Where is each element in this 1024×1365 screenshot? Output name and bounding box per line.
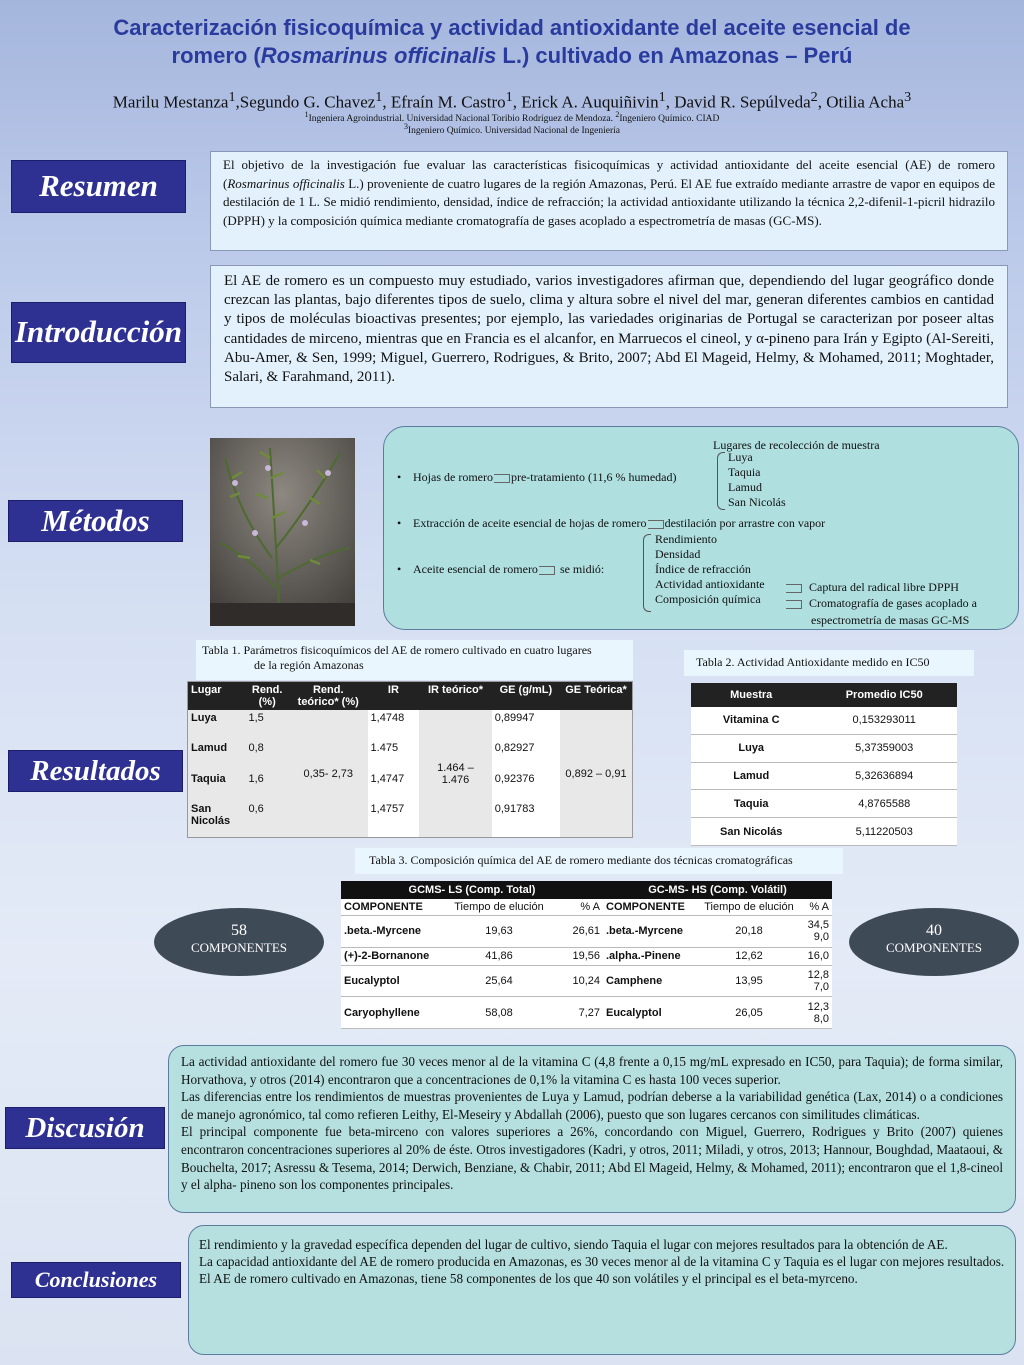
author-sup: 1 <box>228 89 236 105</box>
author-name: , Otilia Acha <box>817 92 905 112</box>
table-row <box>691 707 957 734</box>
author-sup: 1 <box>505 89 513 105</box>
aff-text: Ingeniera Agroindustrial. Universidad Nacional Toribio Rodríguez de Mendoza. <box>308 114 616 125</box>
cell-tiempo: 58,08 <box>451 997 547 1029</box>
conclusiones-p2: La capacidad antioxidante del AE de romero producida en Amazonas, es 30 veces menor al de la vitamina C y Taquia es el lugar con mejores resultados. <box>199 1254 1005 1270</box>
tabla3 <box>341 881 832 1029</box>
rosemary-photo <box>210 438 355 626</box>
cell-lugar: Luya <box>188 710 246 740</box>
poster-title <box>40 14 984 70</box>
cromato-text: Cromatografía de gases acoplado a <box>809 596 977 610</box>
cell-muestra: Luya <box>691 734 811 762</box>
oval-40-componentes <box>849 908 1019 976</box>
cell-componente: .alpha.-Pinene <box>603 947 695 965</box>
bullet-extraccion <box>413 516 825 531</box>
section-metodos: Métodos <box>8 500 183 542</box>
caption-line: Tabla 1. Parámetros fisicoquímicos del AE de romero cultivado en cuatro lugares <box>202 643 592 657</box>
cell-componente: Camphene <box>603 965 695 997</box>
tabla2 <box>691 683 957 846</box>
cell-ge: 0,89947 <box>492 710 560 740</box>
medida-item: Composición química <box>655 592 761 606</box>
cell-pct: 10,24 <box>547 965 603 997</box>
pct-value: 16,0 <box>807 950 829 963</box>
oval-number: 40 <box>926 922 942 939</box>
cell-tiempo: 12,62 <box>695 947 803 965</box>
table-row <box>691 790 957 818</box>
tabla2-caption: Tabla 2. Actividad Antioxidante medido en IC50 <box>684 650 974 676</box>
aff-sup: 3 <box>403 122 408 131</box>
aff-sup: 1 <box>304 110 309 119</box>
pct-value: 12,3 <box>807 1000 829 1013</box>
oval-label: COMPONENTES <box>885 940 983 955</box>
table-row <box>188 710 633 740</box>
lugar-item: Lamud <box>728 480 762 494</box>
arrow-icon <box>494 474 510 483</box>
oval-number: 58 <box>231 922 247 939</box>
pct-value: 7,0 <box>813 981 829 994</box>
cell-pct: 26,61 <box>547 916 603 948</box>
cell-lugar: Taquia <box>188 771 246 801</box>
discusion-p1: La actividad antioxidante del romero fue 30 veces menor al de la vitamina C (4,8 frente a 0,15 mg/mL expresado en IC50, para Taquia); de forma similar, Horvathova, y otros (2014) encontraron que a concentraciones de 0,1% la vitamina C es hasta 100 veces superior. <box>181 1054 1003 1087</box>
medida-item: Rendimiento <box>655 532 717 546</box>
cell-muestra: Lamud <box>691 762 811 790</box>
th-group: GCMS- LS (Comp. Total) <box>341 881 603 899</box>
cell-rend: 1,6 <box>245 771 288 801</box>
discusion-p3: El principal componente fue beta-mirceno con valores superiores a 26%, concordando con Miguel, Guerrero, Rodrigues y Brito (2007) quienes encontraron concentraciones superiores al 20% de éste. Otros investigadores (Kadri, y otros, 2011; Miladi, y otros, 2013; Hannour, Boughdad, Maataoui, & Bouchelta, 2017; Asressu & Tesema, 2014; Derwich, Benziane, & Chabir, 2011; Abd El Mageid, Helmy, & Mohamed, 2011); encontraron que el 1,8-cineol y el alpha- pineno son los componentes principales. <box>181 1124 1003 1193</box>
cell-tiempo: 41,86 <box>451 947 547 965</box>
cell-ir-teorico: 1.464 – 1.476 <box>419 710 491 838</box>
author-name: , Efraín M. Castro <box>382 92 506 112</box>
author-name: ,Segundo G. Chavez <box>235 92 376 112</box>
pct-value: 12,8 <box>807 969 829 982</box>
th: % A <box>803 899 832 916</box>
cell-componente: Eucalyptol <box>341 965 451 997</box>
cell-lugar: Lamud <box>188 740 246 770</box>
cell-ir: 1.475 <box>368 740 420 770</box>
pct-value: 9,0 <box>813 931 829 944</box>
table-row <box>341 916 832 948</box>
bullet-text: Hojas de romero <box>413 470 493 484</box>
cell-pct <box>803 965 832 997</box>
cromato-text-2: espectrometría de masas GC-MS <box>811 613 970 627</box>
title-line-2 <box>40 42 984 70</box>
discusion-p2: Las diferencias entre los rendimientos de muestras provenientes de Luya y Lamud, podrían deberse a la variabilidad genética (Lax, 2014) o a condiciones de manejo agronómico, tal como refieren Leithy, El-Meseiry y Abdallah (2006), puesto que son lugares cercanos con similitudes climáticas. <box>181 1089 1003 1122</box>
pct-value: 8,0 <box>813 1012 829 1025</box>
cell-rend: 0,6 <box>245 801 288 837</box>
cell-componente: (+)-2-Bornanone <box>341 947 451 965</box>
brace <box>717 452 725 510</box>
section-discusion: Discusión <box>5 1107 165 1149</box>
bullet-text: Extracción de aceite esencial de hojas de romero <box>413 516 647 530</box>
title-line-1: Caracterización fisicoquímica y actividad antioxidante del aceite esencial de <box>113 15 911 40</box>
cell-pct: 19,56 <box>547 947 603 965</box>
th: Muestra <box>691 683 811 707</box>
th: Promedio IC50 <box>811 683 957 707</box>
cell-lugar: San Nicolás <box>188 801 246 837</box>
cell-pct <box>803 916 832 948</box>
cell-ge-teorica: 0,892 – 0,91 <box>560 710 632 838</box>
conclusiones-p3: El AE de romero cultivado en Amazonas, tiene 58 componentes de los que 40 son volátiles y el principal es el beta-myrceno. <box>199 1271 858 1287</box>
cell-tiempo: 13,95 <box>695 965 803 997</box>
lugar-item: San Nicolás <box>728 495 786 509</box>
cell-ic50: 5,11220503 <box>811 818 957 846</box>
cromato-row <box>785 596 977 611</box>
arrow-icon <box>648 520 664 529</box>
cell-tiempo: 19,63 <box>451 916 547 948</box>
cell-rend: 1,5 <box>245 710 288 740</box>
aff-sup: 2 <box>615 110 620 119</box>
cell-tiempo: 25,64 <box>451 965 547 997</box>
affiliation-2 <box>0 121 1024 137</box>
medida-item: Índice de refracción <box>655 562 751 576</box>
title-text: L.) cultivado en Amazonas – Perú <box>496 43 853 68</box>
tabla3-caption: Tabla 3. Composición química del AE de romero mediante dos técnicas cromatográficas <box>355 848 843 874</box>
cell-pct <box>803 947 832 965</box>
resumen-p2: L.) proveniente de cuatro lugares de la región Amazonas, Perú. El AE fue extraído mediante arrastre de vapor en equipos de destilación de 1 L. Se midió rendimiento, densidad, índice de refracción; la actividad antioxidante utilizando la técnica 2,2-difenil-1-picril hidrazilo (DPPH) y la composición química mediante cromatografía de gases acoplado a espectrometría de masas (GC-MS). <box>223 175 995 228</box>
cell-ge: 0,82927 <box>492 740 560 770</box>
conclusiones-panel <box>188 1225 1016 1355</box>
cell-tiempo: 26,05 <box>695 997 803 1029</box>
th: Lugar <box>188 682 246 711</box>
th-group: GC-MS- HS (Comp. Volátil) <box>603 881 832 899</box>
medida-item: Actividad antioxidante <box>655 577 765 591</box>
cell-ic50: 4,8765588 <box>811 790 957 818</box>
brace <box>643 534 651 612</box>
bullet-aceite <box>413 562 604 577</box>
th: GE (g/mL) <box>492 682 560 711</box>
medidas-list <box>655 532 765 607</box>
table-row <box>691 762 957 790</box>
author-sup: 2 <box>810 89 818 105</box>
table-row <box>341 947 832 965</box>
cell-muestra: Vitamina C <box>691 707 811 734</box>
species-name: Rosmarinus officinalis <box>227 175 345 191</box>
cell-ic50: 0,153293011 <box>811 707 957 734</box>
discusion-panel <box>168 1045 1016 1213</box>
bullet-hojas <box>413 470 676 485</box>
bullet-text: Aceite esencial de romero <box>413 562 538 576</box>
cell-ir: 1,4748 <box>368 710 420 740</box>
resumen-text <box>210 151 1008 251</box>
lugar-item: Taquia <box>728 465 761 479</box>
author-sup: 1 <box>658 89 666 105</box>
tabla1-caption <box>196 640 633 680</box>
cell-ge: 0,91783 <box>492 801 560 837</box>
cell-pct <box>803 997 832 1029</box>
arrow-icon <box>786 600 802 609</box>
tabla1 <box>187 681 633 838</box>
caption-line: de la región Amazonas <box>254 658 364 672</box>
cell-rend-teorico: 0,35- 2,73 <box>289 710 368 838</box>
th: IR <box>368 682 420 711</box>
author-name: , David R. Sepúlveda <box>665 92 811 112</box>
table-row <box>691 818 957 846</box>
table-row <box>691 734 957 762</box>
conclusiones-p1: El rendimiento y la gravedad específica dependen del lugar de cultivo, siendo Taquia el lugar con mejores resultados para la obtención de AE. <box>199 1237 948 1252</box>
cell-ir: 1,4757 <box>368 801 420 837</box>
th: COMPONENTE <box>603 899 695 916</box>
cell-tiempo: 20,18 <box>695 916 803 948</box>
bullet-text: destilación por arrastre con vapor <box>664 516 826 530</box>
resumen-p1: El objetivo de la investigación fue evaluar las características fisicoquímicas y actividad antioxidante del aceite esencial (AE) de romero ( <box>223 157 995 191</box>
arrow-icon <box>786 584 802 593</box>
section-resumen: Resumen <box>11 160 186 213</box>
bullet-text: pre-tratamiento (11,6 % humedad) <box>510 470 677 484</box>
th: GE Teórica* <box>560 682 632 711</box>
th: IR teórico* <box>419 682 491 711</box>
cell-rend: 0,8 <box>245 740 288 770</box>
oval-label: COMPONENTES <box>190 940 288 955</box>
oval-58-componentes <box>154 908 324 976</box>
section-introduccion: Introducción <box>11 302 186 363</box>
th: Tiempo de elución <box>695 899 803 916</box>
medida-item: Densidad <box>655 547 701 561</box>
cell-muestra: San Nicolás <box>691 818 811 846</box>
lugares-title: Lugares de recolección de muestra <box>713 438 880 452</box>
th: Tiempo de elución <box>451 899 547 916</box>
cell-componente: Caryophyllene <box>341 997 451 1029</box>
pct-value: 34,5 <box>807 919 829 932</box>
cell-pct: 7,27 <box>547 997 603 1029</box>
th: Rend. (%) <box>245 682 288 711</box>
author-name: , Erick A. Auquiñivin <box>512 92 659 112</box>
cell-ic50: 5,32636894 <box>811 762 957 790</box>
lugar-item: Luya <box>728 450 753 464</box>
bullet-text: se midió: <box>559 562 605 576</box>
cell-muestra: Taquia <box>691 790 811 818</box>
lugares-list <box>728 450 786 510</box>
aff-text: Ingeniero Químico. Universidad Nacional de Ingeniería <box>407 126 621 137</box>
cell-ge: 0,92376 <box>492 771 560 801</box>
cell-componente: .beta.-Myrcene <box>603 916 695 948</box>
th: Rend. teórico* (%) <box>289 682 368 711</box>
captura-text: Captura del radical libre DPPH <box>809 580 959 594</box>
arrow-icon <box>539 566 555 575</box>
th: COMPONENTE <box>341 899 451 916</box>
th: % A <box>547 899 603 916</box>
captura-row <box>785 580 959 595</box>
aff-text: Ingeniero Químico. CIAD <box>619 114 720 125</box>
author-sup: 3 <box>904 89 912 105</box>
title-text: romero ( <box>171 43 261 68</box>
cell-componente: .beta.-Myrcene <box>341 916 451 948</box>
cell-ir: 1,4747 <box>368 771 420 801</box>
cell-ic50: 5,37359003 <box>811 734 957 762</box>
introduccion-text: El AE de romero es un compuesto muy estudiado, varios investigadores afirman que, dependiendo del lugar geográfico donde crezcan las plantas, bajo diferentes tipos de suelo, clima y altura sobre el nivel del mar, generan diferentes cambios en cantidad y tipos de moléculas bioactivas presentes; por ejemplo, las variedades originarias de Portugal se caracterizan por poseer altas cantidades de mirceno, mientras que en Francia es el alcanfor, en Marruecos el cineol, y α-pineno para Irán y Egipto (Al-Sereiti, Abu-Amer, & Sen, 1999; Miguel, Guerrero, Rodrigues, & Brito, 2007; Abd El Mageid, Helmy, & Mohamed, 2011; Moghtader, Salari, & Farahmand, 2011). <box>210 265 1008 408</box>
author-sup: 1 <box>375 89 383 105</box>
table-row <box>341 965 832 997</box>
author-name: Marilu Mestanza <box>112 92 229 112</box>
section-conclusiones: Conclusiones <box>11 1262 181 1298</box>
species-name: Rosmarinus officinalis <box>260 43 497 68</box>
section-resultados: Resultados <box>8 750 183 792</box>
table-row <box>341 997 832 1029</box>
cell-componente: Eucalyptol <box>603 997 695 1029</box>
